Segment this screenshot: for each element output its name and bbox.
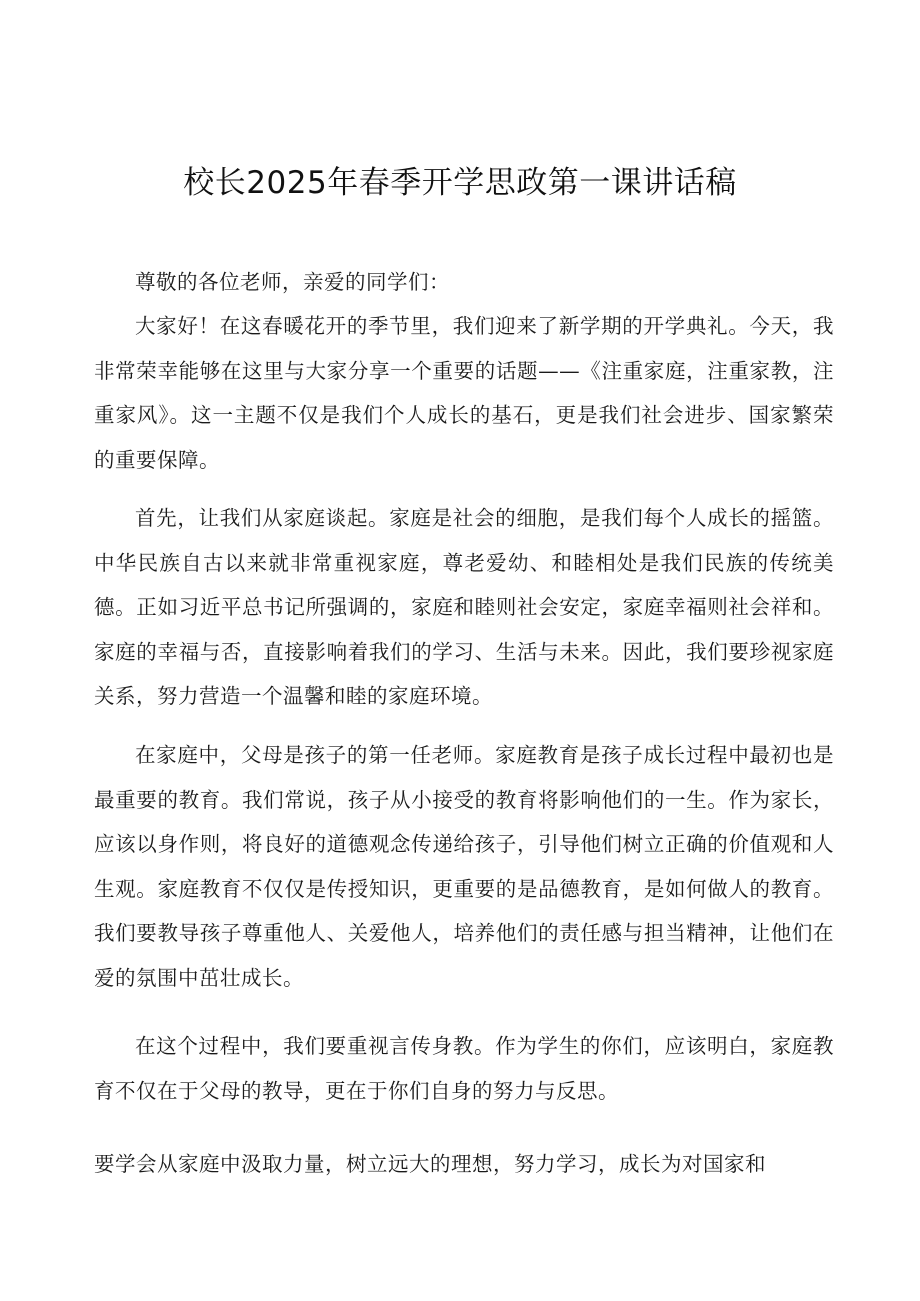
document-title: 校长2025年春季开学思政第一课讲话稿: [183, 165, 737, 201]
salutation: 尊敬的各位老师，亲爱的同学们：: [135, 270, 450, 294]
paragraph-3: 在家庭中，父母是孩子的第一任老师。家庭教育是孩子成长过程中最初也是最重要的教育。我们常说，孩子从小接受的教育将影响他们的一生。作为家长，应该以身作则，将良好的道德观念传递给孩子，引导他们树立正确的价值观和人生观。家庭教育不仅仅是传授知识，更重要的是品德教育，是如何做人的教育。我们要教导孩子尊重他人、关爱他人，培养他们的责任感与担当精神，让他们在爱的氛围中茁壮成长。: [94, 743, 834, 990]
paragraph-5: 要学会从家庭中汲取力量，树立远大的理想，努力学习，成长为对国家和: [94, 1152, 766, 1176]
paragraph-4: 在这个过程中，我们要重视言传身教。作为学生的你们，应该明白，家庭教育不仅在于父母的教导，更在于你们自身的努力与反思。: [94, 1034, 834, 1103]
paragraph-1: 大家好！在这春暖花开的季节里，我们迎来了新学期的开学典礼。今天，我非常荣幸能够在这里与大家分享一个重要的话题——《注重家庭，注重家教，注重家风》。这一主题不仅是我们个人成长的基石，更是我们社会进步、国家繁荣的重要保障。: [94, 314, 834, 472]
paragraph-2: 首先，让我们从家庭谈起。家庭是社会的细胞，是我们每个人成长的摇篮。中华民族自古以来就非常重视家庭，尊老爱幼、和睦相处是我们民族的传统美德。正如习近平总书记所强调的，家庭和睦则社会安定，家庭幸福则社会祥和。家庭的幸福与否，直接影响着我们的学习、生活与未来。因此，我们要珍视家庭关系，努力营造一个温馨和睦的家庭环境。: [94, 506, 834, 708]
